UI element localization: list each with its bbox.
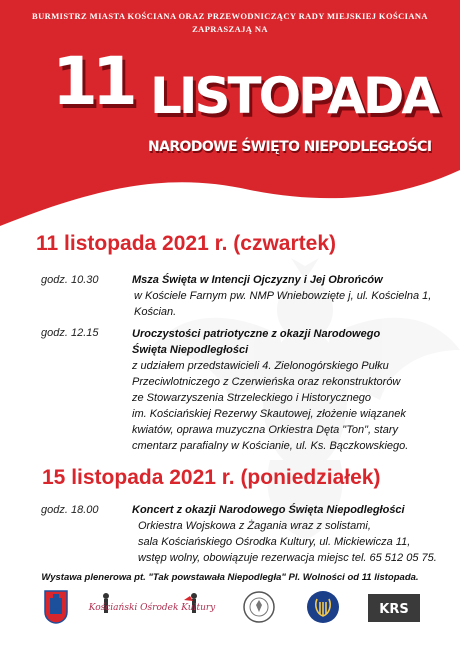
event-title: Koncert z okazji Narodowego Święta Niepodległości <box>132 504 405 516</box>
lyre-icon <box>306 590 340 624</box>
event-title: Święta Niepodległości <box>132 344 249 356</box>
day2-date-heading: 15 listopada 2021 r. (poniedziałek) <box>42 466 381 489</box>
event-description: sala Kościańskiego Ośrodka Kultury, ul. Mickiewicza 11, <box>138 536 411 548</box>
intro-line-1: BURMISTRZ MIASTA KOŚCIANA ORAZ PRZEWODNICZĄCY RADY MIEJSKIEJ KOŚCIANA <box>32 11 428 21</box>
event-description: w Kościele Farnym pw. NMP Wniebowzięte j, ul. Kościelna 1, <box>134 290 432 302</box>
exhibition-note: Wystawa plenerowa pt. "Tak powstawała Niepodległa" Pl. Wolności od 11 listopada. <box>41 572 419 583</box>
event-description: Orkiestra Wojskowa z Żagania wraz z solistami, <box>138 520 371 532</box>
event-time: godz. 10.30 <box>41 274 99 286</box>
event-description: im. Kościańskiej Rezerwy Skautowej, złożenie wiązanek <box>132 408 406 420</box>
intro-text <box>0 10 460 36</box>
event-title: Msza Święta w Intencji Ojczyzny i Jej Obrońców <box>132 274 383 286</box>
headline-day: 11 <box>52 43 132 120</box>
event-time: godz. 18.00 <box>41 504 99 516</box>
okk-logo-icon <box>88 588 216 628</box>
event-description: Kościan. <box>134 306 177 318</box>
round-seal-icon <box>242 590 276 624</box>
subtitle: NARODOWE ŚWIĘTO NIEPODLEGŁOŚCI <box>148 139 432 155</box>
koscian-coat-of-arms-icon <box>44 590 68 624</box>
event-time: godz. 12.15 <box>41 327 99 339</box>
okk-logo-text: Kościański Ośrodek Kultury <box>88 603 216 613</box>
event-description: kwiatów, oprawa muzyczna Orkiestra Dęta "Ton", stary <box>132 424 399 436</box>
event-title: Uroczystości patriotyczne z okazji Narodowego <box>132 328 381 340</box>
event-description: z udziałem przedstawicieli 4. Zielonogórskiego Pułku <box>132 360 389 372</box>
day1-date-heading: 11 listopada 2021 r. (czwartek) <box>36 232 336 255</box>
event-description: ze Stowarzyszenia Strzeleckiego i Historycznego <box>132 392 372 404</box>
intro-line-2: ZAPRASZAJĄ NA <box>192 24 268 34</box>
event-description: cmentarz parafialny w Kościanie, ul. Ks. Bączkowskiego. <box>132 440 409 452</box>
headline-month: LISTOPADA <box>150 67 438 125</box>
event-description: Przeciwlotniczego z Czerwieńska oraz rekonstruktorów <box>132 376 401 388</box>
krs-logo-text: KRS <box>379 602 409 617</box>
krs-logo-icon <box>368 594 420 622</box>
event-description: wstęp wolny, obowiązuje rezerwacja miejsc tel. 65 512 05 75. <box>138 552 437 564</box>
